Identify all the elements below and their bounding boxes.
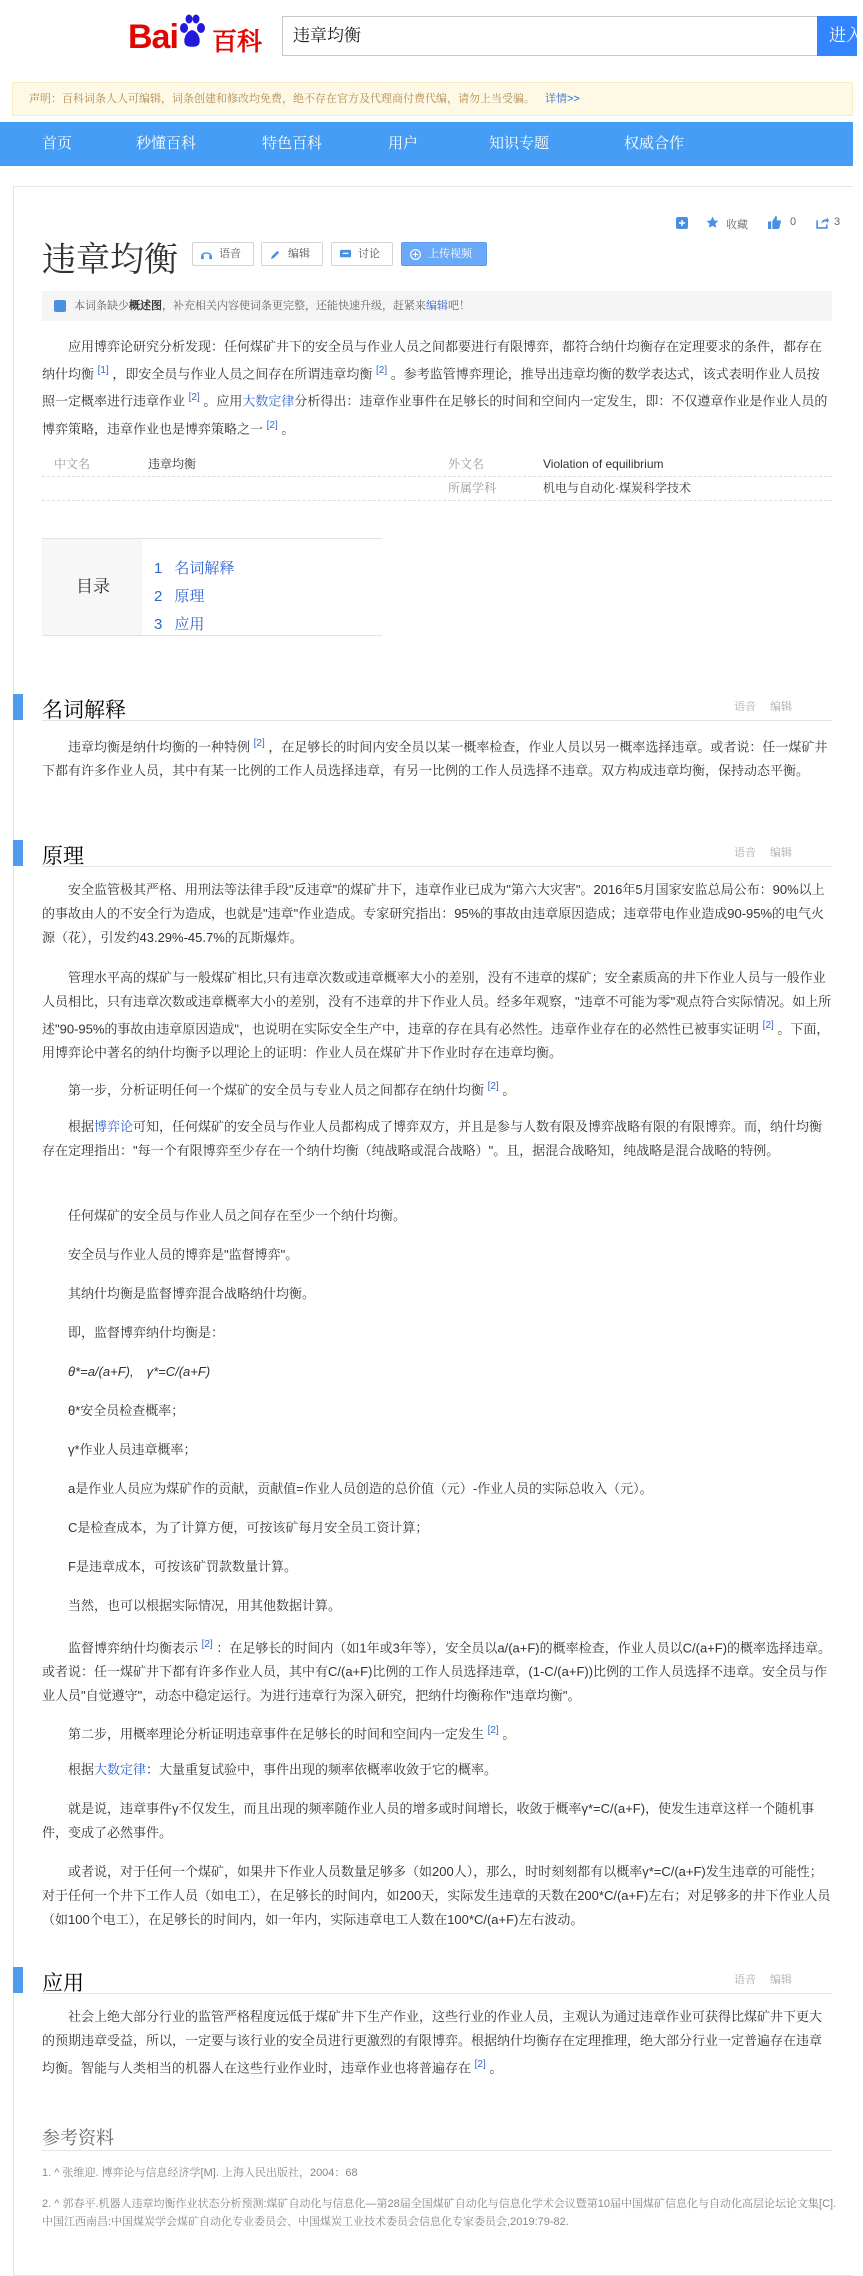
header — [0, 0, 863, 76]
nav-item-featured[interactable]: 特色百科 — [262, 135, 323, 152]
section-voice-button[interactable]: 语音 — [734, 701, 756, 713]
dashuding-link[interactable]: 大数定律 — [94, 1762, 147, 1777]
principle-paragraph: 第二步，用概率理论分析证明违章事件在足够长的时间和空间内一定发生 [2] 。 — [68, 1725, 516, 1742]
principle-paragraph: F是违章成本，可按该矿罚款数量计算。 — [68, 1559, 297, 1574]
toc-item[interactable]: 3 应用 — [154, 616, 205, 633]
info-key: 外文名 — [448, 457, 485, 471]
principle-paragraph: 监督博弈纳什均衡表示 [2] ：在足够长的时间内（如1年或3年等），安全员以a/(a+F)的概率检查，作业人员以C/(a+F)的概率选择违章。或者说：任一煤矿井下都有许多作业人员，其中有C/(a+F)比例的工作人员选择违章，(1-C/(a+F))比例的工作人员选择不违章。安全员与作业人员"自觉遵守"，动态中稳定运行。为进行违章行为深入研究，把纳什均衡称作"违章均衡"。 — [42, 1639, 832, 1704]
upload-video-label: 上传视频 — [428, 248, 472, 260]
ref-link[interactable]: [2] — [266, 419, 278, 431]
paw-icon — [178, 12, 206, 52]
info-value: 机电与自动化·煤炭科学技术 — [543, 481, 691, 495]
info-key: 中文名 — [54, 457, 91, 471]
principle-paragraph: 根据大数定律：大量重复试验中，事件出现的频率依概率收敛于它的概率。 — [68, 1762, 498, 1777]
section-divider — [42, 1993, 832, 1994]
table-of-contents — [42, 538, 382, 636]
section-marker — [13, 694, 23, 720]
section-edit-button[interactable]: 编辑 — [770, 847, 792, 859]
logo-text-baike: 百科 — [212, 28, 263, 56]
section-edit-button[interactable]: 编辑 — [770, 701, 792, 713]
section-title-definition: 名词解释 — [42, 699, 126, 722]
ref-link[interactable]: [2] — [201, 1639, 213, 1650]
nav-item-miaodong[interactable]: 秒懂百科 — [136, 135, 197, 152]
plus-circle-icon — [410, 249, 421, 260]
section-tools — [720, 1971, 792, 1987]
edit-pen-icon — [54, 300, 66, 312]
tip-text-post: 吧！ — [448, 300, 470, 312]
toc-item[interactable]: 1 名词解释 — [154, 560, 235, 577]
share-count: 3 — [834, 216, 841, 228]
principle-paragraph: C是检查成本，为了计算方便，可按该矿每月安全员工资计算； — [68, 1520, 429, 1535]
summary-paragraph: 应用博弈论研究分析发现：任何煤矿井下的安全员与作业人员之间都要进行有限博弈，都符合纳什均衡存在定理要求的条件，都存在纳什均衡 [1] ，即安全员与作业人员之间存在所谓违章均衡 [2] 。参考监管博弈理论，推导出违章均衡的数学表达式，该式表明作业人员按照一定概率进行违章作业 [2] 。应用大数定律分析得出：违章作业事件在足够长的时间和空间内一定发生，即：不仅遵章作业是作业人员的博弈策略，违章作业也是博弈策略之一 [2] 。 — [42, 339, 828, 436]
comment-icon — [340, 249, 351, 260]
ref-link[interactable]: [2] — [253, 738, 265, 749]
discuss-button[interactable] — [331, 242, 393, 266]
principle-paragraph: 任何煤矿的安全员与作业人员之间存在至少一个纳什均衡。 — [68, 1208, 407, 1223]
edit-button[interactable] — [261, 242, 323, 266]
voice-label: 语音 — [219, 248, 241, 260]
info-row — [42, 452, 832, 477]
baidu-baike-logo[interactable] — [128, 12, 268, 58]
section-tools — [720, 698, 792, 714]
section-divider — [42, 720, 832, 721]
principle-paragraph: 即，监督博弈纳什均衡是： — [68, 1325, 225, 1340]
principle-paragraph: 安全员与作业人员的博弈是"监督博弈"。 — [68, 1247, 299, 1262]
section-title-principle: 原理 — [42, 845, 84, 868]
nav-item-topics[interactable]: 知识专题 — [489, 135, 550, 152]
section-marker — [13, 1967, 23, 1993]
notice-details-link[interactable]: 详情>> — [545, 93, 580, 105]
references-divider — [42, 2150, 832, 2151]
nav-item-authority[interactable]: 权威合作 — [624, 135, 685, 152]
logo-text-bai: Bai — [128, 18, 178, 56]
reference-item[interactable]: 1. ^ 张维迎. 博弈论与信息经济学[M]. 上海人民出版社，2004：68 — [42, 2167, 358, 2179]
section-tools — [720, 844, 792, 860]
collect-label[interactable]: 收藏 — [726, 219, 748, 231]
like-count: 0 — [790, 216, 797, 228]
notice-text: 声明：百科词条人人可编辑，词条创建和修改均免费，绝不存在官方及代理商付费代编，请勿上当受骗。 — [29, 93, 535, 105]
discuss-label: 讨论 — [358, 248, 380, 260]
ref-link[interactable]: [1] — [97, 365, 109, 376]
ref-link[interactable]: [2] — [762, 1020, 774, 1031]
dashuding-link[interactable]: 大数定律 — [242, 393, 295, 409]
pencil-icon — [270, 249, 281, 260]
reference-item[interactable]: 2. ^ 郭春平.机器人违章均衡作业状态分析预测:煤矿自动化与信息化—第28届全国煤矿自动化与信息化学术会议暨第10届中国煤矿信息化与自动化高层论坛论文集[C].中国江西南昌:中国煤炭学会煤矿自动化专业委员会、中国煤炭工业技术委员会信息化专家委员会,2019:79-82. — [42, 2198, 837, 2228]
principle-paragraph: 当然，也可以根据实际情况，用其他数据计算。 — [68, 1598, 342, 1613]
notice-bar — [12, 82, 853, 116]
main-nav — [0, 122, 853, 166]
references-title: 参考资料 — [42, 2128, 114, 2148]
toc-item[interactable]: 2 原理 — [154, 588, 205, 605]
missing-image-tip — [42, 291, 832, 321]
star-icon[interactable] — [706, 216, 719, 229]
principle-paragraph: 管理水平高的煤矿与一般煤矿相比,只有违章次数或违章概率大小的差别，没有不违章的煤矿；安全素质高的井下作业人员与一般作业人员相比，只有违章次数或违章概率大小的差别，没有不违章的井下作业人员。经多年观察，"违章不可能为零"观点符合实际情况。如上所述"90-95%的事故由违章原因造成"，也说明在实际安全生产中，违章的存在具有必然性。违章作业存在的必然性已被事实证明 [2] 。下面，用博弈论中著名的纳什均衡予以理论上的证明：作业人员在煤矿井下作业时存在违章均衡。 — [42, 970, 832, 1061]
principle-paragraph: θ*安全员检查概率； — [68, 1403, 185, 1418]
game-theory-link[interactable]: 博弈论 — [94, 1119, 134, 1134]
ref-link[interactable]: [2] — [487, 1081, 499, 1092]
principle-paragraph: 其纳什均衡是监督博弈混合战略纳什均衡。 — [68, 1286, 316, 1301]
tip-edit-link[interactable]: 编辑 — [426, 300, 448, 312]
ref-link[interactable]: [2] — [474, 2059, 486, 2070]
share-icon[interactable] — [816, 216, 829, 229]
formula: θ*=a/(a+F), γ*=C/(a+F) — [68, 1364, 211, 1379]
edit-label: 编辑 — [288, 248, 310, 260]
ref-link[interactable]: [2] — [188, 392, 200, 404]
section-voice-button[interactable]: 语音 — [734, 1974, 756, 1986]
toc-title: 目录 — [76, 577, 110, 596]
add-icon[interactable] — [676, 217, 688, 229]
principle-paragraph: 或者说，对于任何一个煤矿，如果井下作业人员数量足够多（如200人），那么，时时刻刻都有以概率γ*=C/(a+F)发生违章的可能性；对于任何一个井下工作人员（如电工），在足够长的时间内，如200天，实际发生违章的天数在200*C/(a+F)左右；对足够多的井下作业人员（如100个电工），在足够长的时间内，如一年内，实际违章电工人数在100*C/(a+F)左右波动。 — [42, 1864, 831, 1927]
principle-paragraph: 就是说，违章事件γ不仅发生，而且出现的频率随作业人员的增多或时间增长，收敛于概率γ*=C/(a+F)，使发生违章这样一个随机事件，变成了必然事件。 — [42, 1801, 815, 1840]
tip-text-mid: ，补充相关内容使词条更完整，还能快速升级，赶紧来 — [162, 300, 426, 312]
page-title: 违章均衡 — [42, 241, 178, 279]
nav-item-home[interactable]: 首页 — [42, 135, 73, 152]
principle-paragraph: 根据博弈论可知，任何煤矿的安全员与作业人员都构成了博弈双方，并且是参与人数有限及博弈战略有限的有限博弈。而，纳什均衡存在定理指出："每一个有限博弈至少存在一个纳什均衡（纯战略或混合战略）"。且，据混合战略知，纯战略是混合战略的特例。 — [42, 1119, 823, 1158]
headphones-icon — [201, 249, 212, 260]
principle-paragraph: 第一步，分析证明任何一个煤矿的安全员与专业人员之间都存在纳什均衡 [2] 。 — [68, 1081, 516, 1098]
definition-paragraph: 违章均衡是纳什均衡的一种特例 [2] ，在足够长的时间内安全员以某一概率检查，作业人员以另一概率选择违章。或者说：任一煤矿井下都有许多作业人员，其中有某一比例的工作人员选择违章，有另一比例的工作人员选择不违章。双方构成违章均衡，保持动态平衡。 — [42, 738, 828, 779]
application-paragraph: 社会上绝大部分行业的监管严格程度远低于煤矿井下生产作业，这些行业的作业人员，主观认为通过违章作业可获得比煤矿井下更大的预期违章受益，所以，一定要与该行业的安全员进行更激烈的有限博弈。根据纳什均衡存在定理推理，绝大部分行业一定普遍存在违章均衡。智能与人类相当的机器人在这些行业作业时，违章作业也将普遍存在 [2] 。 — [42, 2009, 823, 2076]
section-voice-button[interactable]: 语音 — [734, 847, 756, 859]
tip-bold: 概述图 — [129, 300, 162, 312]
nav-item-user[interactable]: 用户 — [388, 135, 419, 152]
section-edit-button[interactable]: 编辑 — [770, 1974, 792, 1986]
search-button[interactable]: 进入 — [817, 16, 857, 56]
section-divider — [42, 866, 832, 867]
section-title-application: 应用 — [42, 1972, 84, 1995]
voice-button[interactable] — [192, 242, 254, 266]
principle-paragraph: a是作业人员应为煤矿作的贡献，贡献值=作业人员创造的总价值（元）-作业人员的实际总收入（元）。 — [68, 1481, 653, 1496]
info-value: 违章均衡 — [148, 457, 197, 471]
ref-link[interactable]: [2] — [487, 1725, 499, 1736]
principle-paragraph: 安全监管极其严格、用刑法等法律手段"反违章"的煤矿井下，违章作业已成为"第六大灾害"。2016年5月国家安监总局公布：90%以上的事故由人的不安全行为造成，也就是"违章"作业造成。专家研究指出：95%的事故由违章原因造成；违章带电作业造成90-95%的电气火源（花），引发约43.29%-45.7%的瓦斯爆炸。 — [42, 882, 825, 945]
principle-paragraph: γ*作业人员违章概率； — [68, 1442, 197, 1457]
search-input[interactable]: 违章均衡 — [282, 16, 817, 56]
upload-video-button[interactable] — [401, 242, 487, 266]
section-marker — [13, 840, 23, 866]
basic-info-table — [42, 452, 832, 502]
info-key: 所属学科 — [448, 481, 497, 495]
tip-text: 本词条缺少 — [74, 300, 129, 312]
thumbs-up-icon[interactable] — [768, 216, 781, 229]
info-value: Violation of equilibrium — [543, 457, 664, 471]
info-row — [42, 476, 832, 501]
ref-link[interactable]: [2] — [376, 365, 388, 376]
